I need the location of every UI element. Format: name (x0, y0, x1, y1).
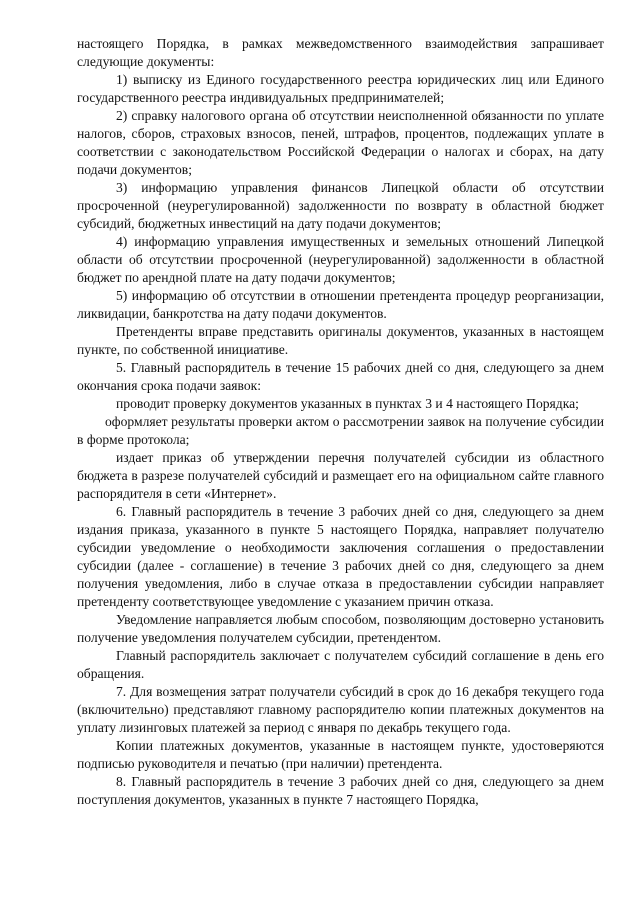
paragraph-intro: настоящего Порядка, в рамках межведомственного взаимодействия запрашивает следующие документы: (77, 36, 604, 69)
paragraph-section-6: 6. Главный распорядитель в течение 3 рабочих дней со дня, следующего за днем издания приказа, указанного в пункте 5 настоящего Порядка, направляет получателю субсидии уведомление о необходимости заключения соглашения о предоставлении субсидии (далее - соглашение) в течение 3 рабочих дней со дня, следующего за днем получения уведомления, либо в случае отказа в предоставлении субсидии направляет претенденту соответствующее уведомление с указанием причин отказа. (77, 504, 604, 609)
list-item-1: 1) выписку из Единого государственного реестра юридических лиц или Единого государственного реестра индивидуальных предпринимателей; (77, 72, 604, 105)
list-item-3: 3) информацию управления финансов Липецкой области об отсутствии просроченной (неурегулированной) задолженности по возврату в областной бюджет субсидий, бюджетных инвестиций на дату подачи документов; (77, 180, 604, 231)
list-item-2: 2) справку налогового органа об отсутствии неисполненной обязанности по уплате налогов, сборов, страховых взносов, пеней, штрафов, процентов, подлежащих уплате в соответствии с законодательством Российской Федерации о налогах и сборах, на дату подачи документов; (77, 108, 604, 177)
paragraph-agreement: Главный распорядитель заключает с получателем субсидий соглашение в день его обращения. (77, 648, 604, 681)
paragraph-originals: Претенденты вправе представить оригиналы документов, указанных в настоящем пункте, по собственной инициативе. (77, 324, 604, 357)
list-item-5: 5) информацию об отсутствии в отношении претендента процедур реорганизации, ликвидации, банкротства на дату подачи документов. (77, 288, 604, 321)
paragraph-notification: Уведомление направляется любым способом, позволяющим достоверно установить получение уведомления получателем субсидии, претендентом. (77, 612, 604, 645)
paragraph-copies: Копии платежных документов, указанные в настоящем пункте, удостоверяются подписью руководителя и печатью (при наличии) претендента. (77, 738, 604, 771)
paragraph-check-documents: проводит проверку документов указанных в пунктах 3 и 4 настоящего Порядка; (116, 396, 579, 411)
list-item-4: 4) информацию управления имущественных и земельных отношений Липецкой области об отсутствии просроченной (неурегулированной) задолженности в областной бюджет по арендной плате на дату подачи документов; (77, 234, 604, 285)
paragraph-section-7: 7. Для возмещения затрат получатели субсидий в срок до 16 декабря текущего года (включительно) представляют главному распорядителю копии платежных документов на уплату лизинговых платежей за период с января по декабрь текущего года. (77, 684, 604, 735)
paragraph-section-5: 5. Главный распорядитель в течение 15 рабочих дней со дня, следующего за днем окончания срока подачи заявок: (77, 360, 604, 393)
paragraph-section-8: 8. Главный распорядитель в течение 3 рабочих дней со дня, следующего за днем поступления документов, указанных в пункте 7 настоящего Порядка, (77, 774, 604, 807)
paragraph-protocol: оформляет результаты проверки актом о рассмотрении заявок на получение субсидии в форме протокола; (77, 414, 604, 447)
paragraph-order: издает приказ об утверждении перечня получателей субсидии из областного бюджета в разрезе получателей субсидий и размещает его на официальном сайте главного распорядителя в сети «Интернет». (77, 450, 604, 501)
document-page (77, 35, 604, 809)
